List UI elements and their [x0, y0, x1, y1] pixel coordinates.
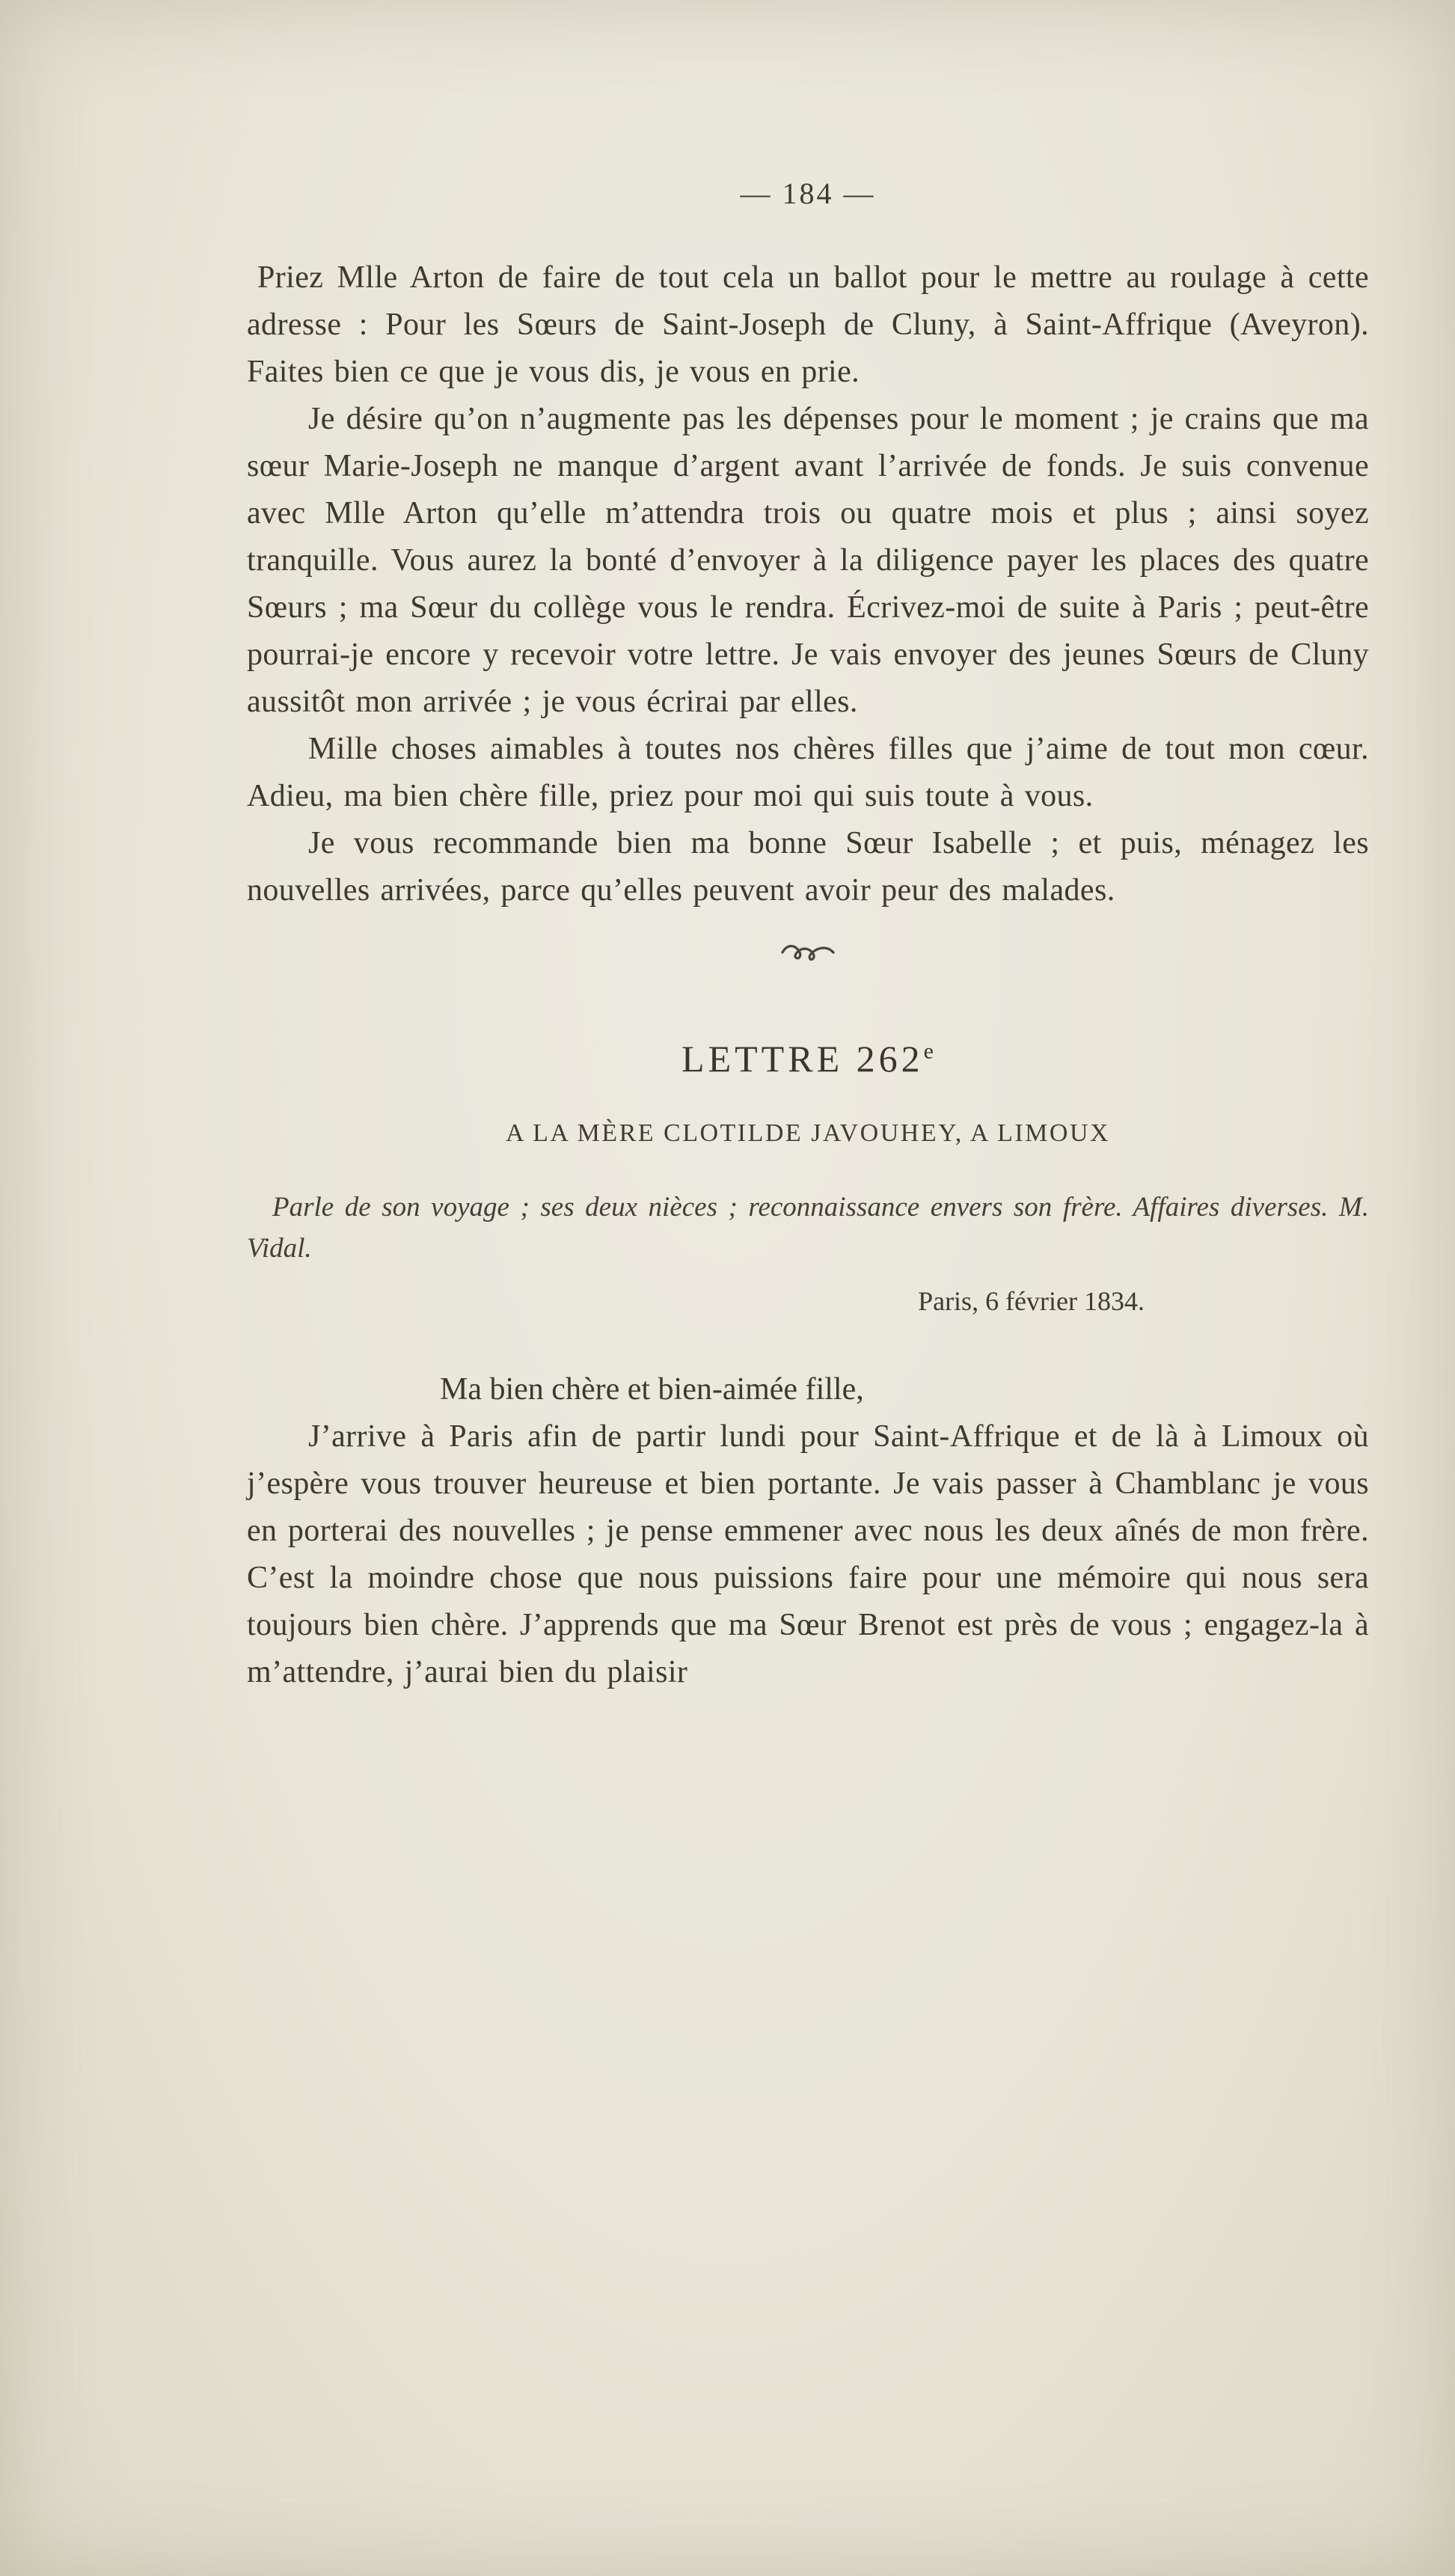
letter-heading [247, 1037, 1369, 1080]
page-text-block [247, 176, 1369, 1696]
letter-dateline: Paris, 6 février 1834. [918, 1286, 1145, 1316]
letter-heading-text: LETTRE 262 [681, 1038, 924, 1080]
page-number: — 184 — [740, 177, 876, 210]
previous-letter-paragraph-2: Je désire qu’on n’augmente pas les dépenses pour le moment ; je crains que ma sœur Marie-Joseph ne manque d’argent avant l’arrivée de fonds. Je suis convenue avec Mlle Arton qu’elle m’attendra trois ou quatre mois et plus ; ainsi soyez tranquille. Vous aurez la bonté d’envoyer à la diligence payer les places des quatre Sœurs ; ma Sœur du collège vous le rendra. Écrivez-moi de suite à Paris ; peut-être pourrai-je encore y recevoir votre lettre. Je vais envoyer des jeunes Sœurs de Cluny aussitôt mon arrivée ; je vous écrirai par elles. [247, 402, 1369, 719]
letter-salutation: Ma bien chère et bien-aimée fille, [440, 1372, 864, 1407]
fleuron-ornament-icon [779, 940, 836, 965]
letter-paragraph-1: J’arrive à Paris afin de partir lundi pour Saint-Affrique et de là à Limoux où j’espère vous trouver heureuse et bien portante. Je vais passer à Chamblanc je vous en porterai des nouvelles ; je pense emmener avec nous les deux aînés de mon frère. C’est la moindre chose que nous puissions faire pour une mémoire qui nous sera toujours bien chère. J’apprends que ma Sœur Brenot est près de vous ; engagez-la à m’attendre, j’aurai bien du plaisir [247, 1419, 1369, 1689]
letter-heading-superscript: e [923, 1038, 934, 1064]
letter-summary: Parle de son voyage ; ses deux nièces ; reconnaissance envers son frère. Affaires diverses. M. Vidal. [247, 1192, 1369, 1264]
previous-letter-paragraph-1: Priez Mlle Arton de faire de tout cela un ballot pour le mettre au roulage à cette adresse : Pour les Sœurs de Saint-Joseph de Cluny, à Saint-Affrique (Aveyron). Faites bien ce que je vous dis, je vous en prie. [247, 260, 1369, 389]
section-divider [247, 940, 1369, 965]
previous-letter-paragraph-3: Mille choses aimables à toutes nos chères filles que j’aime de tout mon cœur. Adieu, ma bien chère fille, priez pour moi qui suis toute à vous. [247, 732, 1369, 813]
previous-letter-paragraph-4: Je vous recommande bien ma bonne Sœur Isabelle ; et puis, ménagez les nouvelles arrivées, parce qu’elles peuvent avoir peur des malades. [247, 826, 1369, 908]
letter-addressee: A LA MÈRE CLOTILDE JAVOUHEY, A LIMOUX [505, 1119, 1111, 1147]
